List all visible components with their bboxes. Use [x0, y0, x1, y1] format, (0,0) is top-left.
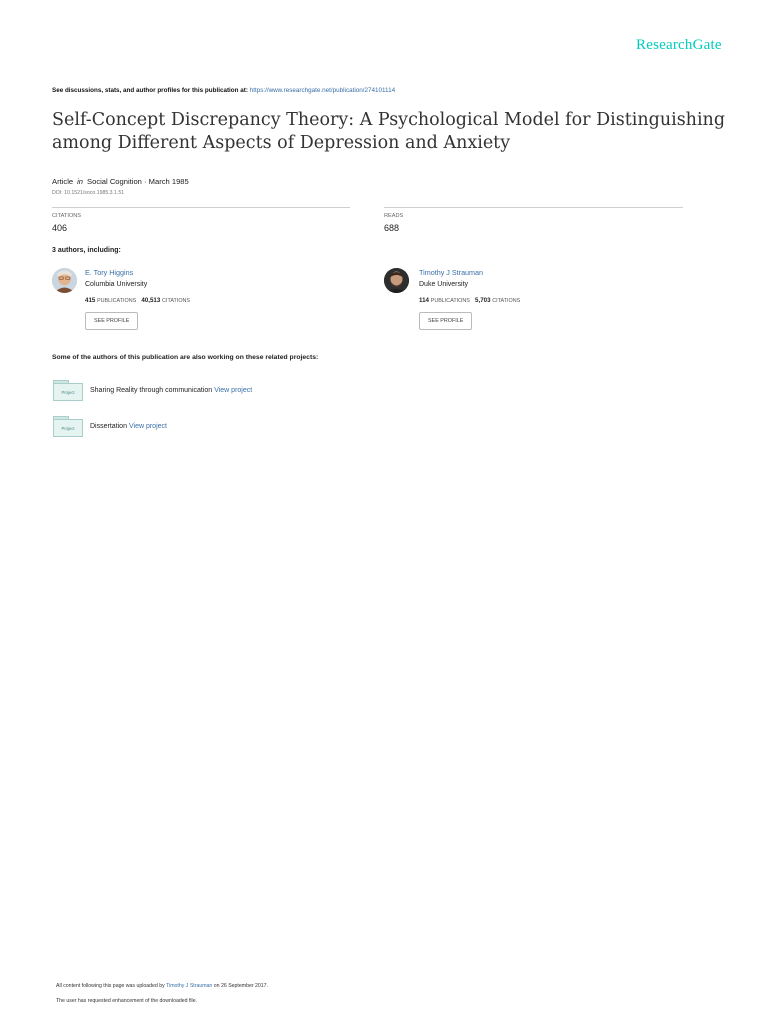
- view-project-link[interactable]: View project: [214, 387, 253, 394]
- journal-date: Social Cognition · March 1985: [87, 177, 189, 186]
- publications-label: PUBLICATIONS: [430, 298, 470, 304]
- avatar[interactable]: [384, 268, 409, 293]
- meta-in: in: [77, 177, 84, 186]
- citations-label: CITATIONS: [52, 213, 82, 219]
- avatar[interactable]: [52, 268, 77, 293]
- project-icon-label: Project: [53, 419, 83, 437]
- publications-label: PUBLICATIONS: [97, 298, 137, 304]
- article-type: Article: [52, 177, 74, 186]
- reads-value: 688: [384, 223, 400, 233]
- upload-prefix: All content following this page was uploaded by: [56, 983, 165, 989]
- divider-citations: [52, 207, 350, 208]
- project-name: Dissertation: [90, 423, 127, 430]
- enhancement-note: The user has requested enhancement of the downloaded file.: [56, 998, 198, 1004]
- publications-count: 415: [85, 297, 96, 304]
- project-folder-icon: [53, 416, 82, 436]
- citations-count: 40,513: [141, 297, 161, 304]
- author-stats: [85, 297, 190, 304]
- related-projects-heading: Some of the authors of this publication are also working on these related projects:: [52, 354, 319, 361]
- publications-count: 114: [419, 297, 429, 304]
- researchgate-logo[interactable]: ResearchGate: [636, 37, 722, 53]
- author-institution: Columbia University: [85, 281, 148, 288]
- authors-heading: 3 authors, including:: [52, 247, 121, 254]
- reads-label: READS: [384, 213, 404, 219]
- author-stats: [419, 297, 520, 304]
- citations-count: 5,703: [475, 297, 491, 304]
- author-name-link[interactable]: Timothy J Strauman: [419, 268, 484, 277]
- uploader-link[interactable]: Timothy J Strauman: [166, 983, 213, 989]
- author-name-link[interactable]: E. Tory Higgins: [85, 268, 134, 277]
- project-item: [90, 423, 167, 430]
- see-discussions-text: See discussions, stats, and author profiles for this publication at:: [52, 87, 248, 94]
- citations-label: CITATIONS: [162, 298, 190, 304]
- upload-note: [56, 983, 268, 989]
- project-icon-label: Project: [53, 383, 83, 401]
- author-photo-icon: [52, 268, 77, 293]
- citations-label: CITATIONS: [492, 298, 521, 304]
- upload-suffix: on 26 September 2017.: [213, 983, 269, 989]
- publication-title: Self-Concept Discrepancy Theory: A Psychological Model for Distinguishing among Different Aspects of Depression and Anxiety: [52, 110, 726, 153]
- see-profile-button[interactable]: SEE PROFILE: [85, 312, 138, 330]
- author-institution: Duke University: [419, 281, 469, 288]
- divider-reads: [384, 207, 683, 208]
- citations-value: 406: [52, 223, 68, 233]
- project-item: [90, 387, 252, 394]
- publication-url-link[interactable]: https://www.researchgate.net/publication/274101114: [249, 87, 396, 94]
- doi: DOI: 10.1521/soco.1985.3.1.51: [52, 190, 125, 196]
- see-discussions-line: [52, 87, 395, 94]
- author-photo-icon: [384, 268, 409, 293]
- view-project-link[interactable]: View project: [128, 423, 167, 430]
- project-name: Sharing Reality through communication: [90, 387, 213, 394]
- project-folder-icon: [53, 380, 82, 400]
- see-profile-button[interactable]: SEE PROFILE: [419, 312, 472, 330]
- publication-meta: [52, 177, 189, 186]
